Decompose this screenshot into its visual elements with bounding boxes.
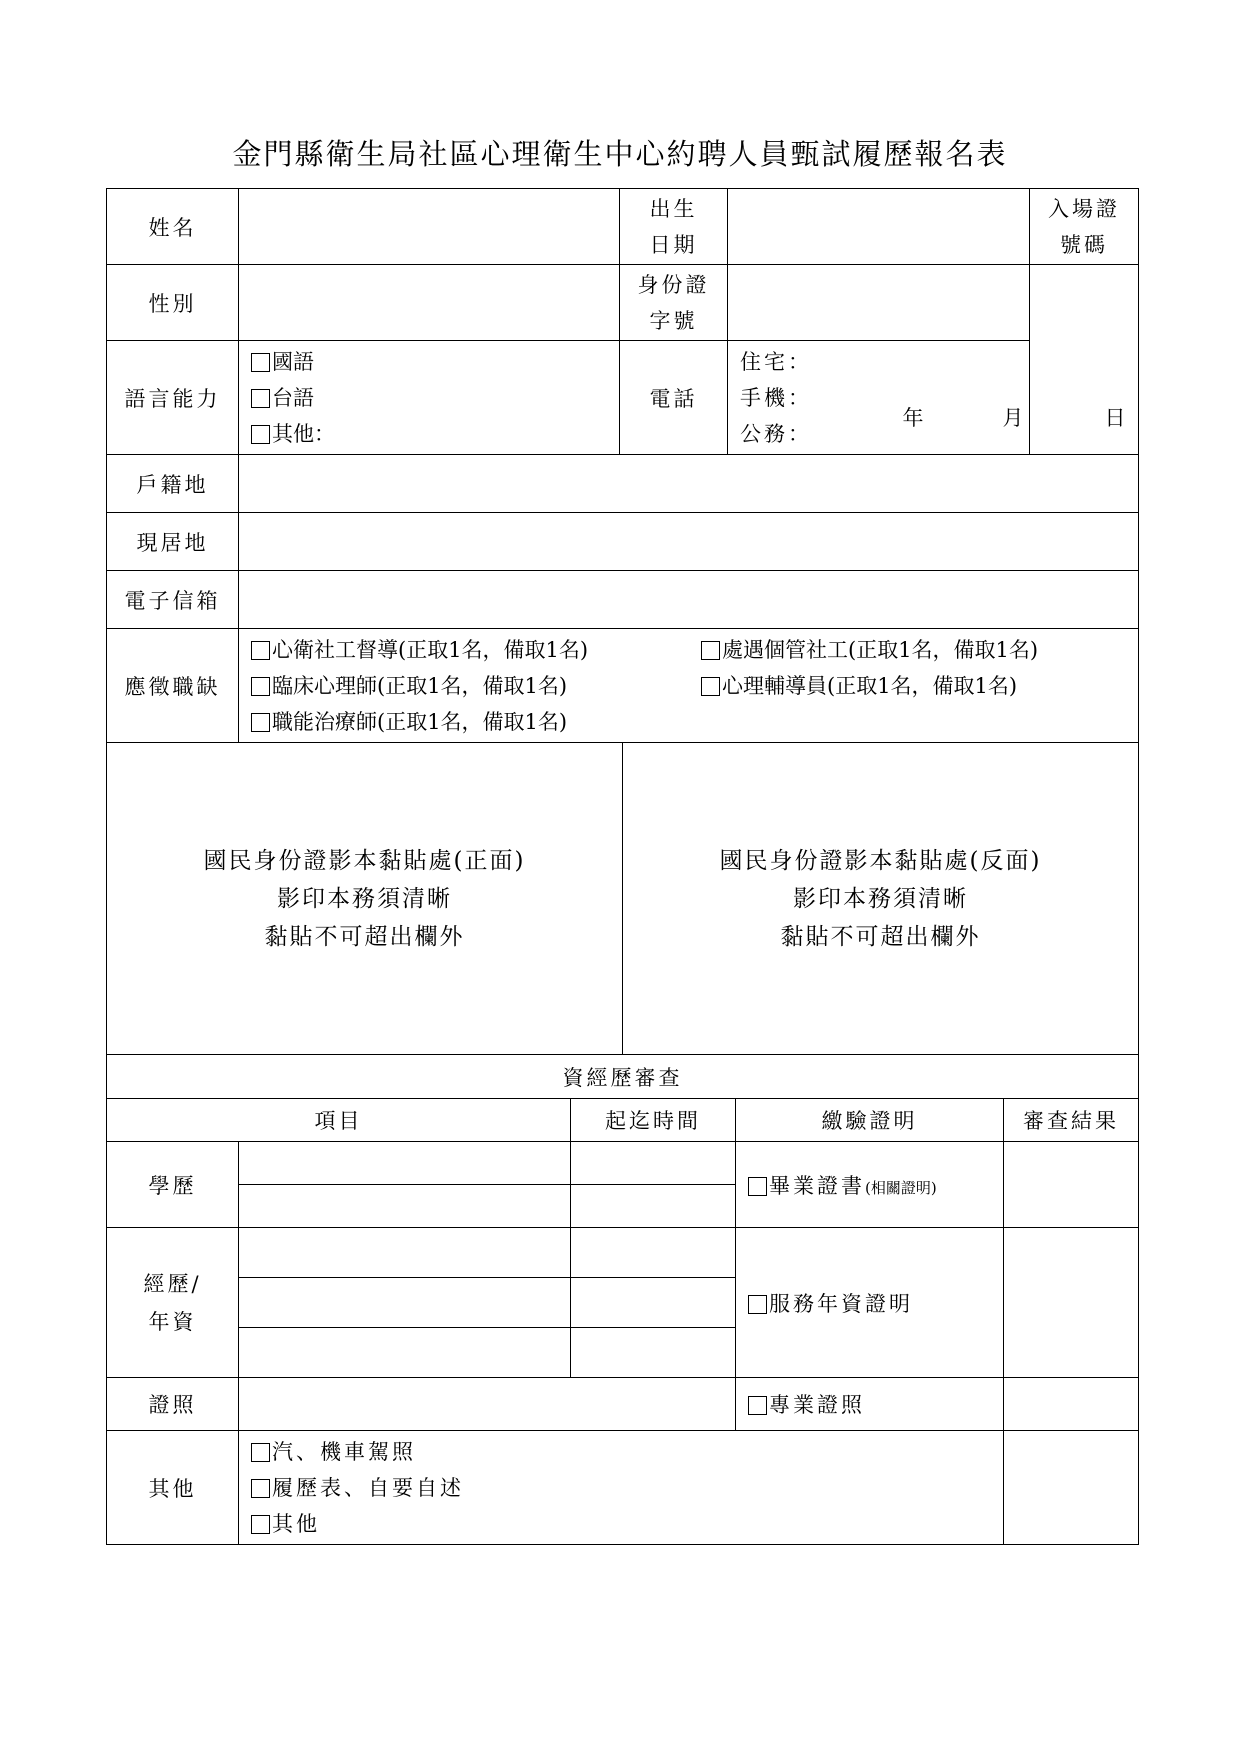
checkbox-icon[interactable] [251,353,270,372]
other-result[interactable] [1004,1431,1139,1545]
admission-number-label [1030,189,1139,265]
id-back-border-note: 黏貼不可超出欄外 [780,923,981,950]
language-option[interactable]: 台語 [251,380,619,416]
position-label: 應徵職缺 [107,629,239,743]
checkbox-icon[interactable] [251,1479,270,1498]
experience-period-3[interactable] [571,1328,736,1378]
position-option[interactable]: 心理輔導員(正取1名，備取1名) [701,668,1017,704]
other-item[interactable]: 履歷表、自要自述 [251,1470,1003,1506]
birth-date-label [620,189,728,265]
id-back-paste-area [623,743,1139,1055]
other-item[interactable]: 汽、機車駕照 [251,1434,1003,1470]
education-period-2[interactable] [571,1185,736,1228]
experience-label [107,1228,239,1378]
education-period-1[interactable] [571,1142,736,1185]
id-back-title: 國民身份證影本黏貼處(反面) [719,847,1042,874]
checkbox-icon[interactable] [251,1443,270,1462]
checkbox-icon[interactable] [251,389,270,408]
experience-proof: 服務年資證明 [736,1228,1004,1378]
year-label: 年 [902,405,924,430]
experience-label-line1: 經歷/ [143,1271,202,1296]
checkbox-icon[interactable] [748,1396,767,1415]
education-proof-note: (相關證明) [865,1178,937,1197]
checkbox-icon[interactable] [251,677,270,696]
personal-info-table [106,188,1139,743]
month-label: 月 [1002,405,1024,430]
education-result[interactable] [1004,1142,1139,1228]
day-label: 日 [1104,405,1126,430]
id-copy-table [106,742,1139,1055]
birth-label-line1: 出生 [649,196,698,221]
id-front-title: 國民身份證影本黏貼處(正面) [203,847,526,874]
birth-label-line2: 日期 [649,232,698,257]
name-field[interactable] [239,189,620,265]
checkbox-icon[interactable] [748,1177,767,1196]
phone-office: 公務： [740,421,812,446]
phone-home: 住宅： [740,349,812,374]
id-number-field[interactable] [728,265,1030,341]
household-label: 戶籍地 [107,455,239,513]
header-proof: 繳驗證明 [736,1099,1004,1142]
language-options [239,341,620,455]
experience-period-2[interactable] [571,1278,736,1328]
license-label: 證照 [107,1378,239,1431]
checkbox-icon[interactable] [748,1295,767,1314]
education-item-2[interactable] [239,1185,571,1228]
id-front-paste-area [107,743,623,1055]
id-front-clear-note: 影印本務須清晰 [277,885,452,912]
language-option[interactable]: 國語 [251,344,619,380]
checkbox-icon[interactable] [701,641,720,660]
education-label: 學歷 [107,1142,239,1228]
other-label: 其他 [107,1431,239,1545]
license-field[interactable] [239,1378,736,1431]
phone-mobile: 手機： [740,385,812,410]
id-label-line1: 身份證 [637,272,710,297]
experience-period-1[interactable] [571,1228,736,1278]
language-label: 語言能力 [107,341,239,455]
gender-label: 性別 [107,265,239,341]
experience-result[interactable] [1004,1228,1139,1378]
license-proof: 專業證照 [736,1378,1004,1431]
residence-label: 現居地 [107,513,239,571]
residence-field[interactable] [239,513,1139,571]
name-label: 姓名 [107,189,239,265]
checkbox-icon[interactable] [251,1515,270,1534]
education-item-1[interactable] [239,1142,571,1185]
review-table [106,1054,1139,1545]
checkbox-icon[interactable] [251,641,270,660]
header-period: 起迄時間 [571,1099,736,1142]
position-options [239,629,1139,743]
checkbox-icon[interactable] [701,677,720,696]
header-result: 審查結果 [1004,1099,1139,1142]
other-items [239,1431,1004,1545]
other-item[interactable]: 其他 [251,1506,1003,1542]
experience-item-3[interactable] [239,1328,571,1378]
position-option[interactable]: 心衛社工督導(正取1名，備取1名) [251,632,701,668]
id-label-line2: 字號 [649,308,698,333]
experience-item-2[interactable] [239,1278,571,1328]
position-option[interactable]: 處遇個管社工(正取1名，備取1名) [701,632,1038,668]
position-option[interactable]: 職能治療師(正取1名，備取1名) [251,704,1138,740]
id-front-border-note: 黏貼不可超出欄外 [264,923,465,950]
admission-label-line1: 入場證 [1048,196,1120,221]
position-option[interactable]: 臨床心理師(正取1名，備取1名) [251,668,701,704]
form-title: 金門縣衛生局社區心理衛生中心約聘人員甄試履歷報名表 [232,137,1008,171]
header-item: 項目 [107,1099,571,1142]
license-result[interactable] [1004,1378,1139,1431]
education-proof: 畢業證書(相關證明) [736,1142,1004,1228]
experience-item-1[interactable] [239,1228,571,1278]
checkbox-icon[interactable] [251,713,270,732]
id-number-label [620,265,728,341]
checkbox-icon[interactable] [251,425,270,444]
language-option[interactable]: 其他： [251,416,619,452]
id-back-clear-note: 影印本務須清晰 [793,885,968,912]
email-field[interactable] [239,571,1139,629]
phone-field[interactable] [728,341,1030,455]
review-section-title: 資經歷審查 [107,1055,1139,1099]
gender-field[interactable] [239,265,620,341]
experience-label-line2: 年資 [148,1309,197,1334]
email-label: 電子信箱 [107,571,239,629]
admission-label-line2: 號碼 [1060,232,1108,257]
phone-label: 電話 [620,341,728,455]
household-field[interactable] [239,455,1139,513]
